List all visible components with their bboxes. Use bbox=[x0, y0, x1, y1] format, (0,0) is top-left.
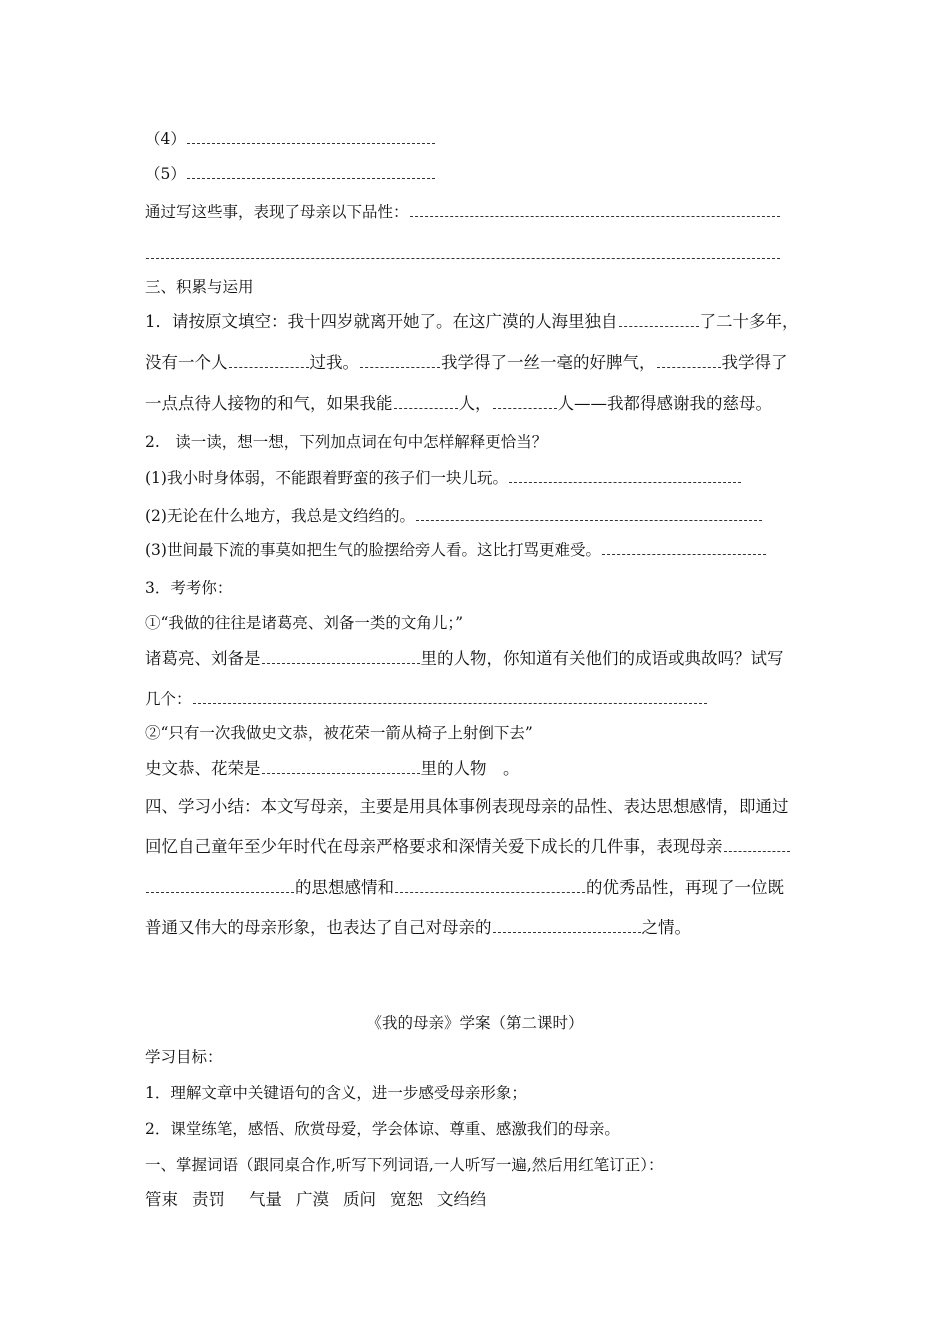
vocabulary-word: 文绉绉 bbox=[437, 1190, 487, 1209]
answer-blank[interactable] bbox=[493, 918, 641, 933]
q3-stem: 3．考考你： bbox=[145, 579, 233, 597]
item-4-line: （4） bbox=[145, 129, 436, 149]
lesson-2-title: 《我的母亲》学案（第二课时） bbox=[366, 1014, 584, 1032]
answer-blank[interactable] bbox=[395, 878, 585, 893]
answer-blank[interactable] bbox=[262, 759, 420, 774]
q1-line-2: 没有一个人 过我。 我学得了一丝一毫的好脾气， 我学得了 bbox=[145, 353, 788, 372]
answer-blank[interactable] bbox=[187, 129, 435, 144]
q2-stem: 2. 读一读，想一想，下列加点词在句中怎样解释更恰当？ bbox=[145, 433, 548, 451]
vocabulary-word: 管束 bbox=[145, 1190, 178, 1209]
q2-sentence-1: (1)我小时身体弱，不能跟着野蛮的孩子们一块儿玩。 bbox=[145, 468, 742, 488]
answer-blank[interactable] bbox=[619, 312, 699, 327]
learning-goals-heading: 学习目标： bbox=[145, 1048, 223, 1066]
q2-sentence-2: (2)无论在什么地方，我总是文绉绉的。 bbox=[145, 506, 763, 526]
answer-blank[interactable] bbox=[509, 468, 741, 483]
section-3-heading: 三、积累与运用 bbox=[145, 278, 254, 296]
answer-blank[interactable] bbox=[146, 244, 780, 259]
q3-answer-1: 诸葛亮、刘备是 里的人物，你知道有关他们的成语或典故吗？试写 bbox=[145, 649, 784, 668]
q1-line-3: 一点点待人接物的和气，如果我能 人， 人——我都得感谢我的慈母。 bbox=[145, 394, 772, 413]
answer-blank[interactable] bbox=[187, 164, 435, 179]
answer-blank[interactable] bbox=[410, 202, 780, 217]
vocabulary-word: 责罚 bbox=[192, 1190, 225, 1209]
item-5-line: （5） bbox=[145, 164, 436, 184]
vocabulary-word: 广漠 bbox=[296, 1190, 329, 1209]
section-4-line-3: 的思想感情和 的优秀品性，再现了一位既 bbox=[145, 878, 784, 898]
q3-quote-1: ①“我做的往往是诸葛亮、刘备一类的文角儿；” bbox=[145, 614, 464, 632]
vocabulary-word: 宽恕 bbox=[390, 1190, 423, 1209]
learning-goal-2: 2．课堂练笔，感悟、欣赏母爱，学会体谅、尊重、感激我们的母亲。 bbox=[145, 1120, 620, 1138]
q3-answer-2: 史文恭、花荣是 里的人物 。 bbox=[145, 759, 520, 778]
answer-blank[interactable] bbox=[394, 394, 458, 409]
answer-blank[interactable] bbox=[193, 689, 707, 704]
answer-blank[interactable] bbox=[602, 540, 766, 555]
vocabulary-word: 气量 bbox=[249, 1190, 282, 1209]
q3-quote-2: ②“只有一次我做史文恭，被花荣一箭从椅子上射倒下去” bbox=[145, 724, 533, 742]
answer-blank[interactable] bbox=[657, 353, 721, 368]
q2-sentence-3: (3)世间最下流的事莫如把生气的脸摆给旁人看。这比打骂更难受。 bbox=[145, 540, 767, 560]
section-4-line-2: 回忆自己童年至少年时代在母亲严格要求和深情关爱下成长的几件事，表现母亲 bbox=[145, 837, 791, 857]
qualities-continuation-line bbox=[145, 244, 781, 264]
qualities-line: 通过写这些事，表现了母亲以下品性： bbox=[145, 202, 781, 222]
section-4-line-1: 四、学习小结：本文写母亲，主要是用具体事例表现母亲的品性、表达思想感情，即通过 bbox=[145, 797, 789, 816]
answer-blank[interactable] bbox=[360, 353, 440, 368]
learning-goal-1: 1．理解文章中关键语句的含义，进一步感受母亲形象； bbox=[145, 1084, 527, 1102]
section-4-line-4: 普通又伟大的母亲形象，也表达了自己对母亲的 之情。 bbox=[145, 918, 691, 937]
q1-line-1: 1．请按原文填空：我十四岁就离开她了。在这广漠的人海里独自 了二十多年， bbox=[145, 312, 799, 331]
answer-blank[interactable] bbox=[262, 649, 420, 664]
answer-blank[interactable] bbox=[146, 878, 294, 893]
answer-blank[interactable] bbox=[229, 353, 309, 368]
answer-blank[interactable] bbox=[416, 506, 762, 521]
q3-answer-1-continuation: 几个： bbox=[145, 689, 708, 709]
vocabulary-heading: 一、掌握词语（跟同桌合作,听写下列词语,一人听写一遍,然后用红笔订正）： bbox=[145, 1156, 664, 1174]
vocabulary-word: 质问 bbox=[343, 1190, 376, 1209]
answer-blank[interactable] bbox=[493, 394, 557, 409]
vocabulary-list bbox=[145, 1190, 487, 1210]
answer-blank[interactable] bbox=[724, 837, 790, 852]
